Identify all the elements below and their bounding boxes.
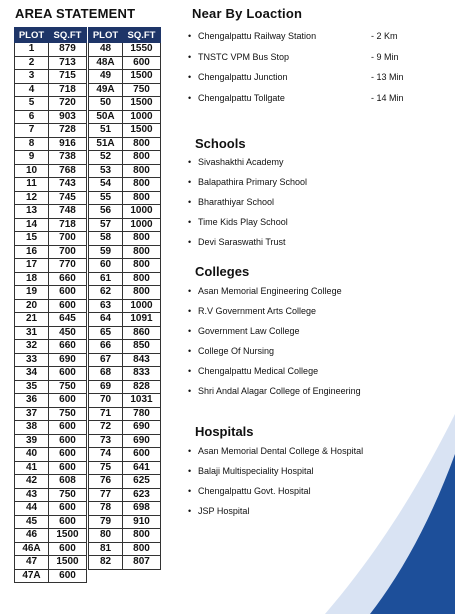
plot-cell: 72 (89, 421, 123, 435)
sqft-cell: 738 (49, 151, 87, 165)
plot-cell: 35 (15, 380, 49, 394)
plot-cell: 6 (15, 110, 49, 124)
sqft-cell: 780 (123, 407, 161, 421)
sqft-cell: 768 (49, 164, 87, 178)
sqft-cell: 748 (49, 205, 87, 219)
plot-cell: 70 (89, 394, 123, 408)
table-row (15, 70, 161, 84)
sqft-cell: 660 (49, 272, 87, 286)
plot-cell: 50 (89, 97, 123, 111)
plot-cell: 31 (15, 326, 49, 340)
sqft-cell: 807 (123, 556, 161, 570)
sqft-cell: 800 (123, 137, 161, 151)
nearby-item (188, 31, 398, 52)
plot-cell: 3 (15, 70, 49, 84)
plot-cell: 10 (15, 164, 49, 178)
table-row (15, 313, 161, 327)
table-row (15, 529, 161, 543)
table-row (15, 407, 161, 421)
sqft-cell: 750 (123, 83, 161, 97)
plot-cell: 21 (15, 313, 49, 327)
plot-cell: 1 (15, 43, 49, 57)
table-row (15, 56, 161, 70)
plot-cell: 9 (15, 151, 49, 165)
table-row (15, 191, 161, 205)
plot-cell: 77 (89, 488, 123, 502)
table-row (15, 434, 161, 448)
sqft-cell: 800 (123, 259, 161, 273)
plot-cell: 50A (89, 110, 123, 124)
plot-cell (89, 569, 123, 583)
sqft-cell: 879 (49, 43, 87, 57)
plot-cell: 2 (15, 56, 49, 70)
sqft-cell: 800 (123, 529, 161, 543)
plot-cell: 34 (15, 367, 49, 381)
table-row (15, 205, 161, 219)
sqft-cell: 750 (49, 380, 87, 394)
sqft-cell: 800 (123, 272, 161, 286)
college-item: • R.V Government Arts College (188, 306, 361, 326)
table-row (15, 421, 161, 435)
table-header-row (15, 28, 161, 43)
table-row (15, 542, 161, 556)
sqft-cell: 600 (49, 421, 87, 435)
table-row (15, 380, 161, 394)
sqft-cell: 720 (49, 97, 87, 111)
plot-cell: 32 (15, 340, 49, 354)
table-row (15, 448, 161, 462)
nearby-title: Near By Loaction (192, 6, 303, 21)
plot-cell: 48 (89, 43, 123, 57)
nearby-distance: - 13 Min (371, 72, 404, 82)
school-item: • Balapathira Primary School (188, 177, 307, 197)
sqft-cell: 1000 (123, 205, 161, 219)
header-sqft: SQ.FT (123, 28, 161, 43)
sqft-cell: 600 (49, 286, 87, 300)
plot-cell: 73 (89, 434, 123, 448)
sqft-cell: 800 (123, 542, 161, 556)
plot-cell: 13 (15, 205, 49, 219)
table-row (15, 475, 161, 489)
plot-cell: 44 (15, 502, 49, 516)
table-row (15, 259, 161, 273)
plot-cell: 18 (15, 272, 49, 286)
area-statement-table (14, 27, 161, 583)
sqft-cell: 1500 (123, 70, 161, 84)
plot-cell: 8 (15, 137, 49, 151)
plot-cell: 82 (89, 556, 123, 570)
table-row (15, 97, 161, 111)
plot-cell: 55 (89, 191, 123, 205)
nearby-distance: - 2 Km (371, 31, 398, 41)
plot-cell: 48A (89, 56, 123, 70)
sqft-cell: 910 (123, 515, 161, 529)
sqft-cell: 645 (49, 313, 87, 327)
sqft-cell: 1550 (123, 43, 161, 57)
area-statement-title: AREA STATEMENT (15, 6, 136, 21)
sqft-cell: 660 (49, 340, 87, 354)
table-row (15, 461, 161, 475)
table-row (15, 394, 161, 408)
sqft-cell: 600 (123, 56, 161, 70)
plot-cell: 43 (15, 488, 49, 502)
plot-cell: 81 (89, 542, 123, 556)
table-row (15, 569, 161, 583)
sqft-cell: 1500 (49, 529, 87, 543)
nearby-name: Chengalpattu Junction (198, 72, 288, 82)
sqft-cell: 800 (123, 286, 161, 300)
header-sqft: SQ.FT (49, 28, 87, 43)
sqft-cell: 770 (49, 259, 87, 273)
table-row (15, 488, 161, 502)
sqft-cell: 1500 (123, 97, 161, 111)
sqft-cell: 1500 (49, 556, 87, 570)
plot-cell: 67 (89, 353, 123, 367)
plot-cell: 46A (15, 542, 49, 556)
sqft-cell: 833 (123, 367, 161, 381)
college-item: • College Of Nursing (188, 346, 361, 366)
hospital-item: • Chengalpattu Govt. Hospital (188, 486, 363, 506)
table-row (15, 110, 161, 124)
table-row (15, 502, 161, 516)
plot-cell: 16 (15, 245, 49, 259)
plot-cell: 58 (89, 232, 123, 246)
plot-cell: 51 (89, 124, 123, 138)
table-row (15, 232, 161, 246)
nearby-name: Chengalpattu Tollgate (198, 92, 285, 103)
plot-cell: 49 (89, 70, 123, 84)
plot-cell: 4 (15, 83, 49, 97)
sqft-cell: 743 (49, 178, 87, 192)
table-row (15, 556, 161, 570)
sqft-cell: 718 (49, 83, 87, 97)
table-row (15, 272, 161, 286)
table-row (15, 43, 161, 57)
school-item: • Sivashakthi Academy (188, 157, 307, 177)
plot-cell: 33 (15, 353, 49, 367)
plot-cell: 39 (15, 434, 49, 448)
nearby-item (188, 92, 404, 114)
nearby-name: TNSTC VPM Bus Stop (198, 51, 290, 62)
plot-cell: 68 (89, 367, 123, 381)
nearby-list (188, 31, 404, 113)
header-plot: PLOT (15, 28, 49, 43)
plot-cell: 59 (89, 245, 123, 259)
sqft-cell: 600 (49, 367, 87, 381)
plot-cell: 45 (15, 515, 49, 529)
sqft-cell: 1000 (123, 218, 161, 232)
sqft-cell: 600 (49, 461, 87, 475)
sqft-cell: 600 (49, 502, 87, 516)
plot-cell: 78 (89, 502, 123, 516)
plot-cell: 69 (89, 380, 123, 394)
plot-cell: 53 (89, 164, 123, 178)
sqft-cell: 800 (123, 164, 161, 178)
sqft-cell: 750 (49, 407, 87, 421)
plot-cell: 62 (89, 286, 123, 300)
plot-cell: 71 (89, 407, 123, 421)
plot-cell: 61 (89, 272, 123, 286)
plot-cell: 37 (15, 407, 49, 421)
plot-cell: 47 (15, 556, 49, 570)
plot-cell: 38 (15, 421, 49, 435)
sqft-cell: 600 (49, 515, 87, 529)
sqft-cell: 623 (123, 488, 161, 502)
nearby-distance: - 14 Min (371, 92, 404, 103)
sqft-cell: 690 (123, 434, 161, 448)
sqft-cell: 800 (123, 178, 161, 192)
plot-cell: 52 (89, 151, 123, 165)
plot-cell: 51A (89, 137, 123, 151)
school-item: • Bharathiyar School (188, 197, 307, 217)
table-row (15, 340, 161, 354)
table-row (15, 245, 161, 259)
plot-cell: 42 (15, 475, 49, 489)
sqft-cell: 800 (123, 151, 161, 165)
plot-cell: 11 (15, 178, 49, 192)
table-row (15, 178, 161, 192)
hospital-item: • JSP Hospital (188, 506, 363, 526)
schools-title: Schools (195, 136, 246, 151)
table-row (15, 164, 161, 178)
plot-cell: 79 (89, 515, 123, 529)
college-item: • Government Law College (188, 326, 361, 346)
sqft-cell: 800 (123, 191, 161, 205)
nearby-item (188, 72, 404, 93)
plot-cell: 76 (89, 475, 123, 489)
plot-cell: 20 (15, 299, 49, 313)
sqft-cell: 700 (49, 245, 87, 259)
sqft-cell: 1000 (123, 299, 161, 313)
plot-cell: 63 (89, 299, 123, 313)
plot-cell: 41 (15, 461, 49, 475)
hospital-item: • Asan Memorial Dental College & Hospital (188, 446, 363, 466)
sqft-cell: 800 (123, 245, 161, 259)
plot-cell: 80 (89, 529, 123, 543)
plot-cell: 65 (89, 326, 123, 340)
sqft-cell: 1500 (123, 124, 161, 138)
plot-cell: 57 (89, 218, 123, 232)
sqft-cell: 1091 (123, 313, 161, 327)
table-row (15, 353, 161, 367)
college-item: • Shri Andal Alagar College of Engineering (188, 386, 361, 406)
colleges-list (188, 286, 361, 406)
sqft-cell: 700 (49, 232, 87, 246)
school-item: • Devi Saraswathi Trust (188, 237, 307, 257)
plot-cell: 14 (15, 218, 49, 232)
sqft-cell: 690 (49, 353, 87, 367)
table-row (15, 124, 161, 138)
sqft-cell: 828 (123, 380, 161, 394)
plot-cell: 56 (89, 205, 123, 219)
plot-cell: 17 (15, 259, 49, 273)
college-item: • Asan Memorial Engineering College (188, 286, 361, 306)
sqft-cell: 625 (123, 475, 161, 489)
sqft-cell (123, 569, 161, 583)
table-row (15, 83, 161, 97)
plot-cell: 64 (89, 313, 123, 327)
sqft-cell: 600 (49, 448, 87, 462)
sqft-cell: 916 (49, 137, 87, 151)
sqft-cell: 698 (123, 502, 161, 516)
table-row (15, 137, 161, 151)
plot-cell: 60 (89, 259, 123, 273)
sqft-cell: 450 (49, 326, 87, 340)
plot-cell: 46 (15, 529, 49, 543)
sqft-cell: 728 (49, 124, 87, 138)
sqft-cell: 745 (49, 191, 87, 205)
sqft-cell: 750 (49, 488, 87, 502)
hospitals-title: Hospitals (195, 424, 254, 439)
nearby-distance: - 9 Min (371, 51, 399, 62)
table-row (15, 218, 161, 232)
sqft-cell: 903 (49, 110, 87, 124)
college-item: • Chengalpattu Medical College (188, 366, 361, 386)
plot-cell: 47A (15, 569, 49, 583)
table-row (15, 299, 161, 313)
plot-cell: 40 (15, 448, 49, 462)
plot-cell: 7 (15, 124, 49, 138)
sqft-cell: 1031 (123, 394, 161, 408)
sqft-cell: 600 (49, 569, 87, 583)
sqft-cell: 608 (49, 475, 87, 489)
schools-list (188, 157, 307, 257)
plot-cell: 74 (89, 448, 123, 462)
sqft-cell: 600 (49, 434, 87, 448)
sqft-cell: 800 (123, 232, 161, 246)
sqft-cell: 850 (123, 340, 161, 354)
table-row (15, 326, 161, 340)
plot-cell: 12 (15, 191, 49, 205)
sqft-cell: 600 (49, 299, 87, 313)
sqft-cell: 1000 (123, 110, 161, 124)
sqft-cell: 600 (49, 394, 87, 408)
table-row (15, 367, 161, 381)
nearby-name: Chengalpattu Railway Station (198, 31, 317, 41)
plot-cell: 19 (15, 286, 49, 300)
sqft-cell: 641 (123, 461, 161, 475)
plot-cell: 75 (89, 461, 123, 475)
plot-cell: 36 (15, 394, 49, 408)
plot-cell: 54 (89, 178, 123, 192)
sqft-cell: 600 (49, 542, 87, 556)
sqft-cell: 713 (49, 56, 87, 70)
sqft-cell: 600 (123, 448, 161, 462)
sqft-cell: 860 (123, 326, 161, 340)
nearby-item (188, 51, 399, 73)
plot-cell: 15 (15, 232, 49, 246)
plot-cell: 66 (89, 340, 123, 354)
colleges-title: Colleges (195, 264, 250, 279)
table-row (15, 151, 161, 165)
plot-cell: 5 (15, 97, 49, 111)
sqft-cell: 715 (49, 70, 87, 84)
table-row (15, 515, 161, 529)
sqft-cell: 690 (123, 421, 161, 435)
sqft-cell: 843 (123, 353, 161, 367)
table-row (15, 286, 161, 300)
school-item: • Time Kids Play School (188, 217, 307, 237)
plot-cell: 49A (89, 83, 123, 97)
header-plot: PLOT (89, 28, 123, 43)
hospital-item: • Balaji Multispeciality Hospital (188, 466, 363, 486)
decorative-swoosh (315, 414, 455, 614)
sqft-cell: 718 (49, 218, 87, 232)
